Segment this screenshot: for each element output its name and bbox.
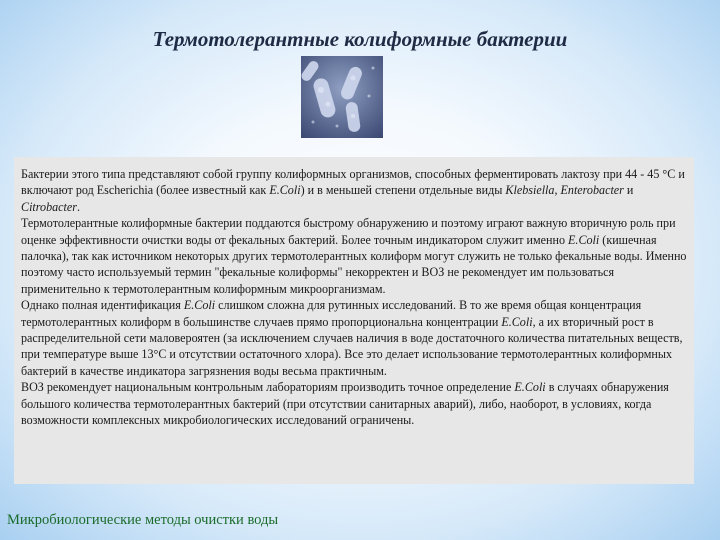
italic-term: E.Coli <box>568 232 600 247</box>
paragraph <box>21 166 689 215</box>
italic-term: Citrobacter <box>21 199 77 214</box>
footer-caption: Микробиологические методы очистки воды <box>7 512 279 528</box>
text-run: (кишечная палочка), так как источником некоторых других термотолерантных колиформ могут служить не только фекальные воды. Именно поэтому часто используемый термин "фекальные колиформы" некорректен и ВОЗ не рекомендует им пользоваться применительно к термотолерантным колиформным микроорганизмам. <box>21 232 687 296</box>
slide-title: Термотолерантные колиформные бактерии <box>152 27 568 51</box>
paragraph <box>21 297 689 379</box>
text-run: , а их вторичный рост в распределительной сети маловероятен (за исключением случаев наличия в воде достаточного количества питательных веществ, при температуре выше 13°С и отсутствии остаточного хлора). Все это делает использование термотолерантных колиформных бактерий в качестве индикатора загрязнения воды весьма практичным. <box>21 314 683 378</box>
text-run: , <box>554 183 561 198</box>
italic-term: Enterobacter <box>560 183 624 198</box>
text-run: ) и в меньшей степени отдельные виды <box>300 183 506 198</box>
paragraph <box>21 379 689 428</box>
bacteria-micrograph-icon <box>301 56 383 138</box>
text-run: и <box>623 183 634 198</box>
italic-term: E.Coli <box>514 380 546 395</box>
text-run: . <box>77 199 81 214</box>
paragraph <box>21 215 689 297</box>
italic-term: Klebsiella <box>505 183 555 198</box>
text-run: в случаях обнаружения большого количества термотолерантных бактерий (при отсутствии санитарных аварий), либо, наоборот, в условиях, когда возможности комплексных микробиологических исследований ограничены. <box>21 380 669 428</box>
text-run: Термотолерантные колиформные бактерии поддаются быстрому обнаружению и поэтому играют важную вторичную роль при оценке эффективности очистки воды от фекальных бактерий. Более точным индикатором служит именно <box>21 216 676 247</box>
italic-term: E.Coli <box>183 298 216 313</box>
text-run: ВОЗ рекомендует национальным контрольным лабораториям производить точное определение <box>21 380 515 395</box>
text-run: Однако полная идентификация <box>21 298 184 313</box>
body-text <box>21 166 689 429</box>
italic-term: E.Coli <box>501 314 533 329</box>
italic-term: E.Coli <box>269 183 301 198</box>
text-run: слишком сложна для рутинных исследований. В то же время общая концентрация термотолерантных колиформ в большинстве случаев прямо пропорциональна концентрации <box>21 298 642 329</box>
text-run: Бактерии этого типа представляют собой группу колиформных организмов, способных ферментировать лактозу при 44 - 45 °С и включают род Escherichia (более известный как <box>21 167 685 198</box>
